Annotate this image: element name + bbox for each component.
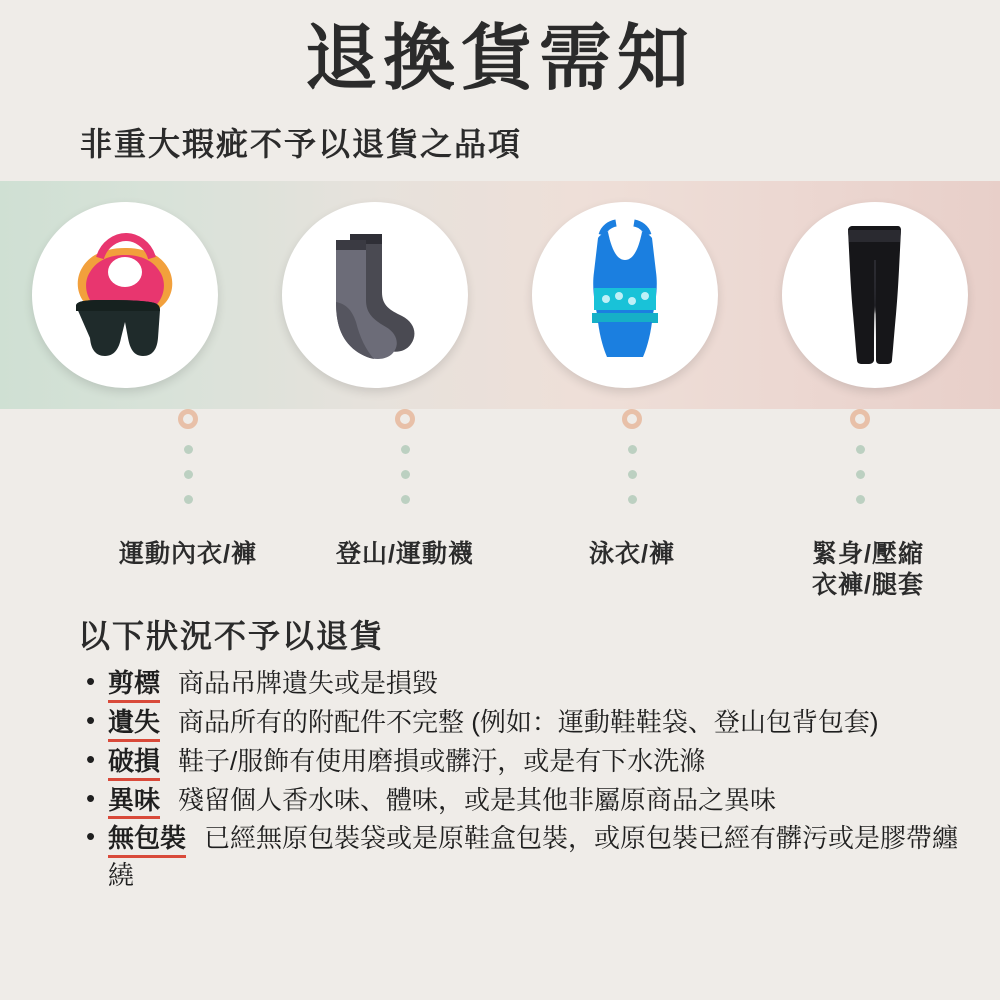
category-label-leggings-line2: 衣褲/腿套 — [812, 571, 924, 600]
dot-icon — [856, 470, 865, 479]
dot-icon — [401, 470, 410, 479]
rule-keyword: 遺失 — [108, 704, 160, 741]
category-label-leggings-line1: 緊身/壓縮 — [812, 539, 924, 568]
ring-icon — [622, 409, 642, 429]
category-label-sports-bra: 運動內衣/褲 — [119, 539, 257, 568]
product-circle-leggings — [782, 202, 968, 388]
list-item — [78, 743, 976, 780]
product-banner — [0, 181, 1000, 409]
dot-icon — [401, 445, 410, 454]
dot-icon — [184, 470, 193, 479]
category-label-swimsuit: 泳衣/褲 — [589, 539, 675, 568]
socks-icon — [290, 210, 460, 380]
sports-bra-icon — [40, 210, 210, 380]
rule-text: 商品所有的附配件不完整 (例如：運動鞋鞋袋、登山包背包套) — [178, 706, 879, 737]
dot-icon — [628, 445, 637, 454]
dot-icon — [184, 445, 193, 454]
product-circle-socks — [282, 202, 468, 388]
rule-text: 已經無原包裝袋或是原鞋盒包裝，或原包裝已經有髒污或是膠帶纏繞 — [108, 823, 959, 891]
header — [0, 0, 1000, 165]
rule-keyword: 無包裝 — [108, 820, 186, 857]
rule-text: 商品吊牌遺失或是損毀 — [178, 667, 439, 698]
page-title: 退換貨需知 — [304, 19, 695, 99]
connector-1 — [168, 409, 208, 520]
product-circle-swimsuit — [532, 202, 718, 388]
product-circle-sports-bra — [32, 202, 218, 388]
swimsuit-icon — [540, 210, 710, 380]
dot-icon — [856, 445, 865, 454]
dot-icon — [628, 470, 637, 479]
ring-icon — [850, 409, 870, 429]
category-label-leggings — [758, 539, 978, 602]
rule-text: 殘留個人香水味、體味，或是其他非屬原商品之異味 — [178, 784, 777, 815]
list-item — [78, 665, 976, 702]
connector-2 — [385, 409, 425, 520]
rule-keyword: 異味 — [108, 782, 160, 819]
list-item — [78, 782, 976, 819]
list-item — [78, 820, 976, 894]
rule-text: 鞋子/服飾有使用磨損或髒汙，或是有下水洗滌 — [178, 745, 706, 776]
dot-icon — [856, 495, 865, 504]
connector-3 — [612, 409, 652, 520]
leggings-icon — [790, 210, 960, 380]
connectors — [0, 409, 1000, 539]
list-item — [78, 704, 976, 741]
connector-4 — [840, 409, 880, 520]
ring-icon — [395, 409, 415, 429]
ring-icon — [178, 409, 198, 429]
category-label-socks: 登山/運動襪 — [336, 539, 474, 568]
dot-icon — [184, 495, 193, 504]
rule-keyword: 剪標 — [108, 665, 160, 702]
dot-icon — [628, 495, 637, 504]
rules-section — [0, 611, 1000, 894]
category-labels — [0, 539, 1000, 609]
rule-keyword: 破損 — [108, 743, 160, 780]
rules-section-title: 以下狀況不予以退貨 — [78, 617, 385, 654]
dot-icon — [401, 495, 410, 504]
page-subtitle: 非重大瑕疵不予以退貨之品項 — [80, 125, 523, 162]
rules-list — [78, 665, 976, 894]
